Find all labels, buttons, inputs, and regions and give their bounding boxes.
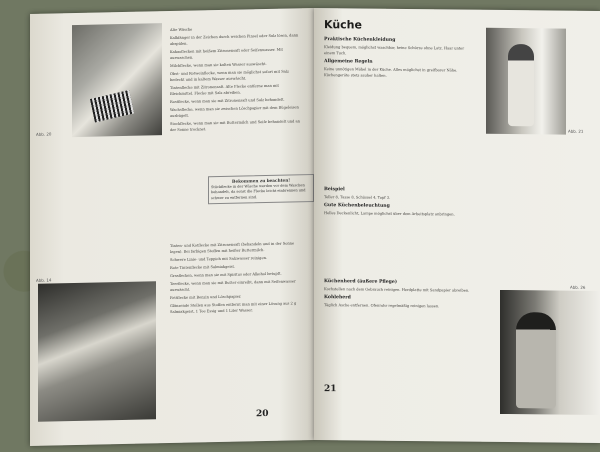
section-text: Keine unnötigen Möbel in der Küche. Alles möglichst in greifbarer Nähe. Küchengeräte stets sauber halten.: [324, 67, 458, 78]
cloth-photo: [38, 281, 156, 421]
section-heading: Küchenherd (äußere Pflege): [324, 279, 397, 285]
right-page: [314, 8, 600, 443]
notice-box: [208, 174, 314, 204]
kitchen-woman-photo: [486, 28, 566, 135]
section-text: Kochstellen nach dem Gebrauch reinigen. Herdplatte mit Sandpapier abreiben.: [324, 287, 470, 293]
paragraph: Glänzende Stellen aus Stoffen entfernt man mit einer Lösung aus 2 g Salmiakgeist, 1 Tee Essig und 1 Liter Wasser.: [170, 301, 297, 315]
left-text-lower: [170, 240, 304, 317]
paragraph: Wachsflecke, wenn man sie zwischen Löschpapier mit dem Bügeleisen ausbügelt.: [170, 105, 299, 119]
page-number-left: 20: [256, 408, 269, 420]
left-page: [30, 8, 314, 446]
paragraph: Obst- und Rotweinflecke, wenn man sie möglichst sofort mit Salz bedeckt und in kaltem Wasser auswäscht.: [170, 69, 289, 83]
page-number-right: 21: [324, 384, 337, 395]
page-title: Küche: [324, 18, 362, 32]
section-heading: Allgemeine Regeln: [324, 59, 373, 65]
paragraph: Tintenflecke mit Zitronensaft. Alte Flecke entferne man mit Bleichmittel. Flecke mit Salz abreiben.: [170, 83, 279, 97]
caption-top-left: Abb. 20: [36, 131, 52, 137]
paragraph: Tinten- und Kotflecke mit Zitronensaft (behandeln und in der Sonne legen). Bei farbigen Stoffen mit heißer Buttermilch.: [170, 241, 295, 255]
section-heading: Praktische Küchenkleidung: [324, 37, 396, 43]
paragraph: Milchflecke, wenn man sie kalten Wasser auswäscht.: [170, 61, 267, 69]
right-text-middle: [324, 184, 482, 220]
notice-text: Stückflecke in der Wäsche werden vor dem Waschen behandelt, da sonst die Flecke leicht einbrennen und schwer zu entfernen sind.: [211, 182, 306, 200]
section-text: Kleidung bequem, möglichst waschbar, keine Schürze ohne Latz. Haar unter einem Tuch.: [324, 45, 465, 56]
paragraph: Stockflecke, wenn man sie mit Buttermilch und Seife behandelt und an der Sonne trocknet.: [170, 119, 300, 133]
left-text-upper: [170, 24, 302, 135]
paragraph: Rostflecke, wenn man sie mit Zitronensaft und Salz behandelt.: [170, 97, 285, 105]
section-text: Teller 8, Tasse 8, Schüssel 4, Topf 3.: [324, 195, 391, 200]
paragraph: Fettflecke mit Benzin und Löschpapier.: [170, 294, 242, 301]
caption-top-right: Abb. 21: [568, 128, 584, 134]
paragraph: Grasflecken, wenn man sie mit Spiritus oder Alkohol betupft.: [170, 271, 282, 279]
paragraph: Kalkfänger in der Zeichen durch weichen Pinsel oder Salz lösen, dann abspülen.: [170, 33, 299, 47]
caption-bottom-left: Abb. 14: [36, 277, 52, 283]
paragraph: Schwere Linie- und Teppich mit Salzwasser reinigen.: [170, 255, 268, 263]
intro-line: Alte Wäsche: [170, 27, 193, 33]
section-text: Täglich Asche entfernen. Ofenrohr regelmäßig reinigen lassen.: [324, 303, 440, 309]
section-heading: Kohleherd: [324, 295, 351, 301]
notice-title: Bekommen zu beachten!: [231, 177, 291, 184]
section-heading: Beispiel: [324, 187, 345, 193]
paragraph: Rote Tintenflecke mit Salmiakgeist.: [170, 264, 236, 271]
section-heading: Gute Küchenbeleuchtung: [324, 203, 390, 209]
paragraph: Teerflecke, wenn man sie mit Butter einreibt, dann mit Seifenwasser auswäscht.: [170, 279, 296, 293]
caption-bottom-right: Abb. 26: [570, 284, 586, 290]
right-text-lower: [324, 276, 494, 312]
open-booklet: [30, 8, 600, 448]
paragraph: Kakaoflecken mit heißem Zitronensaft oder Seifenwasser. Mit auswaschen.: [170, 47, 283, 61]
sewing-photo: [72, 23, 162, 137]
sitting-woman-photo: [500, 290, 600, 415]
right-text-upper: [324, 34, 474, 82]
section-text: Helles Deckenlicht, Lampe möglichst über dem Arbeitsplatz anbringen.: [324, 211, 455, 217]
